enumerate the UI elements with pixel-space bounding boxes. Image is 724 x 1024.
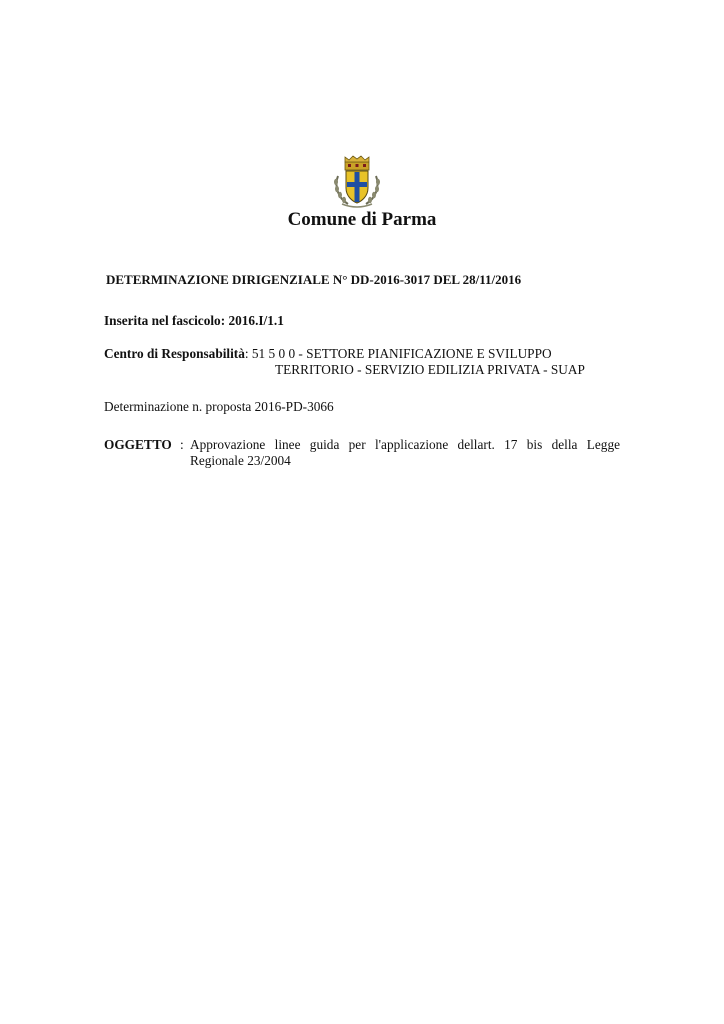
subject-label: OGGETTO [104,437,172,452]
responsibility-center-value-line1: : 51 5 0 0 - SETTORE PIANIFICAZIONE E SVILUPPO [244,346,552,361]
municipality-name: Comune di Parma [287,209,437,230]
subject-colon: : [180,437,184,452]
parma-coat-of-arms-icon [330,154,384,210]
fascicolo-line [104,313,284,329]
responsibility-center-value-line2: TERRITORIO - SERVIZIO EDILIZIA PRIVATA - SUAP [275,362,585,377]
proposal-value: 2016-PD-3066 [254,399,334,414]
determination-heading: DETERMINAZIONE DIRIGENZIALE N° DD-2016-3017 DEL 28/11/2016 [106,272,522,287]
fascicolo-label: Inserita nel fascicolo: [104,313,226,328]
subject-text: Approvazione linee guida per l'applicazione dellart. 17 bis della Legge Regionale 23/2004 [190,437,620,468]
responsibility-center-label: Centro di Responsabilità [104,346,245,361]
proposal-label: Determinazione n. proposta [104,399,252,414]
responsibility-center [104,346,585,377]
responsibility-center-line1 [104,346,552,362]
proposal-line [104,399,334,415]
fascicolo-value: 2016.I/1.1 [228,313,284,328]
